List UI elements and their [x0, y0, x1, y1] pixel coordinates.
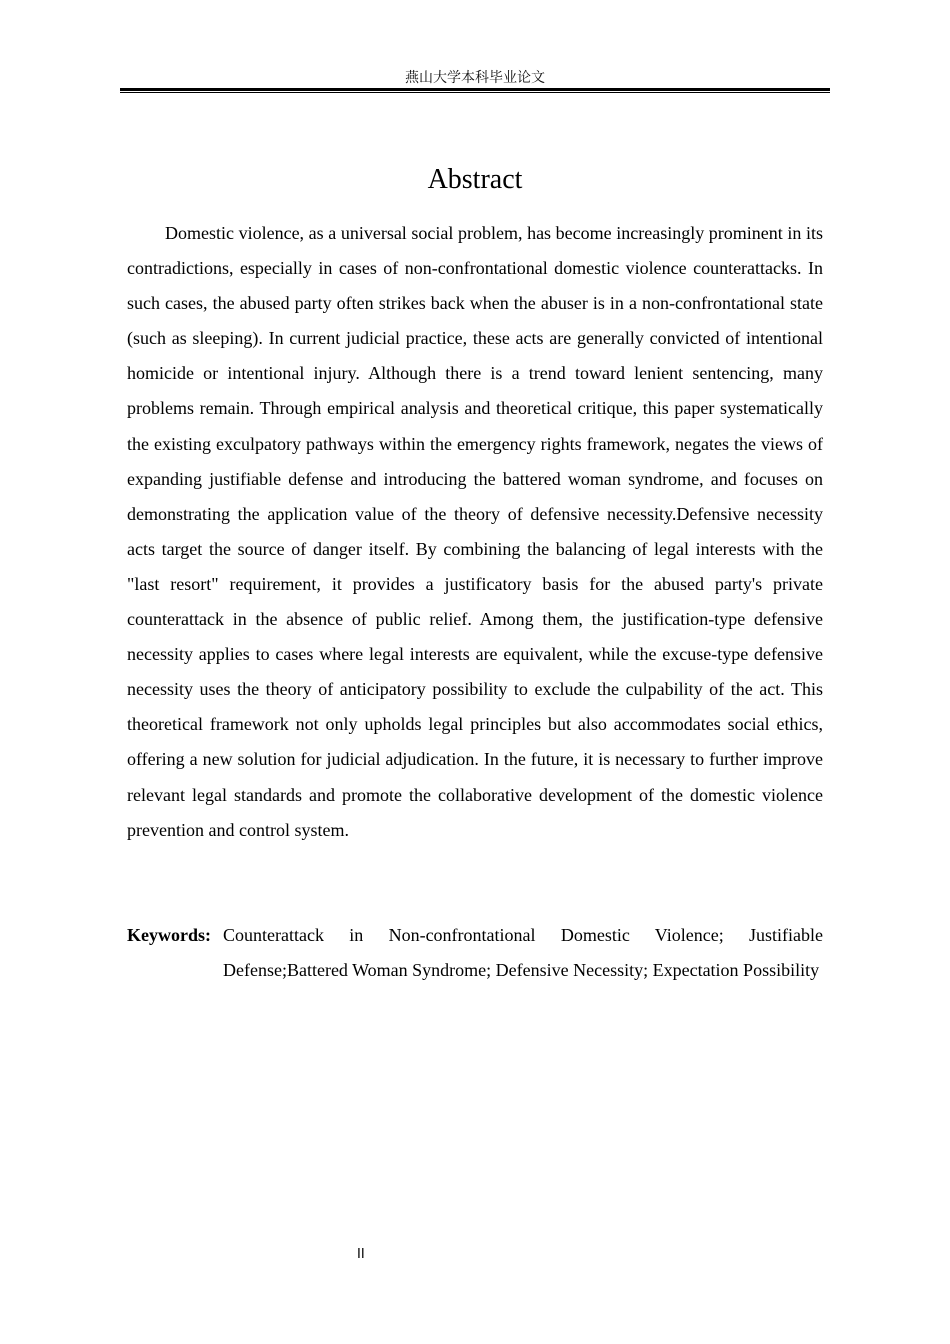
running-header: 燕山大学本科毕业论文: [405, 70, 545, 86]
keywords-text: Counterattack in Non-confrontational Domestic Violence; Justifiable Defense;Battered Woman Syndrome; Defensive Necessity; Expectation Possibility: [223, 925, 823, 980]
header-rule: [120, 88, 830, 91]
keywords-section: [127, 918, 823, 988]
header-rule-thin: [120, 92, 830, 93]
page-number: II: [357, 1247, 365, 1262]
abstract-body: Domestic violence, as a universal social problem, has become increasingly prominent in its contradictions, especially in cases of non-confrontational domestic violence counterattacks. In such cases, the abused party often strikes back when the abuser is in a non-confrontational state (such as sleeping). In current judicial practice, these acts are generally convicted of intentional homicide or intentional injury. Although there is a trend toward lenient sentencing, many problems remain. Through empirical analysis and theoretical critique, this paper systematically the existing exculpatory pathways within the emergency rights framework, negates the views of expanding justifiable defense and introducing the battered woman syndrome, and focuses on demonstrating the application value of the theory of defensive necessity.Defensive necessity acts target the source of danger itself. By combining the balancing of legal interests with the "last resort" requirement, it provides a justificatory basis for the abused party's private counterattack in the absence of public relief. Among them, the justification-type defensive necessity applies to cases where legal interests are equivalent, while the excuse-type defensive necessity uses the theory of anticipatory possibility to exclude the culpability of the act. This theoretical framework not only upholds legal principles but also accommodates social ethics, offering a new solution for judicial adjudication. In the future, it is necessary to further improve relevant legal standards and promote the collaborative development of the domestic violence prevention and control system.: [127, 223, 823, 840]
abstract-title: Abstract: [427, 164, 523, 195]
keywords-label: Keywords:: [127, 925, 211, 945]
